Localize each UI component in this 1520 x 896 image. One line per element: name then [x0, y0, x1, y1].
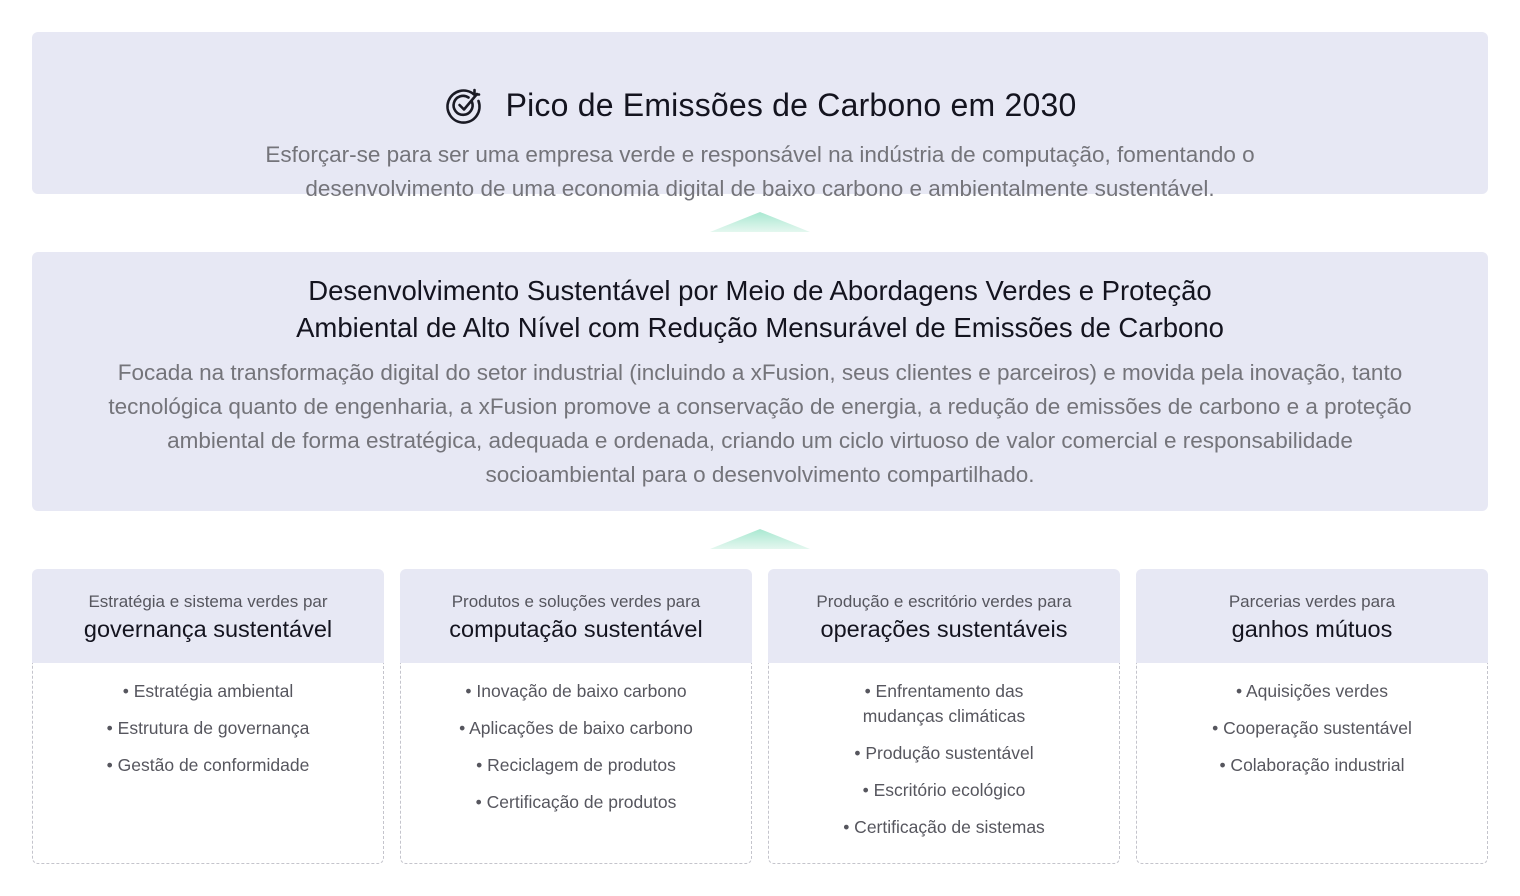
list-item: • Gestão de conformidade: [106, 755, 310, 775]
list-item: • Colaboração industrial: [1219, 755, 1405, 775]
pillar-subtitle: Estratégia e sistema verdes par: [88, 592, 328, 611]
strategy-title: [32, 272, 1488, 346]
goal-title-row: [32, 84, 1488, 126]
strategy-title-text: Desenvolvimento Sustentável por Meio de Abordagens Verdes e Proteção Ambiental de Alto Nível com Redução Mensurável de Emissões de Carbono: [296, 275, 1224, 343]
up-arrow: [710, 210, 810, 232]
pillar-computing: [400, 569, 752, 864]
pillar-title: operações sustentáveis: [820, 616, 1068, 642]
list-item: • Produção sustentável: [854, 743, 1034, 763]
up-arrow: [710, 527, 810, 549]
strategy-description-text: Focada na transformação digital do setor industrial (incluindo a xFusion, seus clientes e parceiros) e movida pela inovação, tanto tecnológica quanto de engenharia, a xFusion promove a conservação de energia, a redução de emissões de carbono e a proteção ambiental de forma estratégica, adequada e ordenada, criando um ciclo virtuoso de valor comercial e responsabilidade socioambiental para o desenvolvimento compartilhado.: [108, 360, 1412, 487]
list-item: • Aquisições verdes: [1235, 681, 1389, 701]
goal-description-text: Esforçar-se para ser uma empresa verde e responsável na indústria de computação, fomentando o desenvolvimento de uma economia digital de baixo carbono e ambientalmente sustentável.: [265, 142, 1255, 201]
goal-description: [32, 138, 1488, 206]
goal-panel: [32, 32, 1488, 201]
strategy-panel: [32, 252, 1488, 511]
pillar-items: [1136, 663, 1488, 864]
goal-title: Pico de Emissões de Carbono em 2030: [505, 87, 1077, 123]
list-item: • Aplicações de baixo carbono: [459, 718, 693, 738]
pillar-subtitle: Parcerias verdes para: [1228, 592, 1396, 611]
list-item: • Inovação de baixo carbono: [465, 681, 687, 701]
list-item: • Estratégia ambiental: [122, 681, 294, 701]
pillar-items: [768, 663, 1120, 864]
pillar-subtitle: Produtos e soluções verdes para: [451, 592, 701, 611]
pillar-title: computação sustentável: [449, 616, 703, 642]
pillar-subtitle: Produção e escritório verdes para: [816, 592, 1072, 611]
list-item: • Cooperação sustentável: [1212, 718, 1412, 738]
list-item: • Certificação de produtos: [475, 792, 677, 812]
pillar-governance: [32, 569, 384, 864]
list-item: • Enfrentamento das mudanças climáticas: [862, 681, 1026, 726]
pillar-header: [768, 569, 1120, 663]
pillar-title: governança sustentável: [83, 616, 333, 642]
list-item: • Escritório ecológico: [862, 780, 1026, 800]
pillar-items: [32, 663, 384, 864]
target-check-icon: [444, 85, 484, 125]
strategy-description: [32, 356, 1488, 492]
pillar-header: [1136, 569, 1488, 663]
list-item: • Estrutura de governança: [106, 718, 310, 738]
pillar-header: [400, 569, 752, 663]
pillar-title: ganhos mútuos: [1231, 616, 1393, 642]
list-item: • Certificação de sistemas: [843, 817, 1045, 837]
pillar-header: [32, 569, 384, 663]
pillar-partnerships: [1136, 569, 1488, 864]
pillar-items: [400, 663, 752, 864]
list-item: • Reciclagem de produtos: [476, 755, 676, 775]
pillar-operations: [768, 569, 1120, 864]
